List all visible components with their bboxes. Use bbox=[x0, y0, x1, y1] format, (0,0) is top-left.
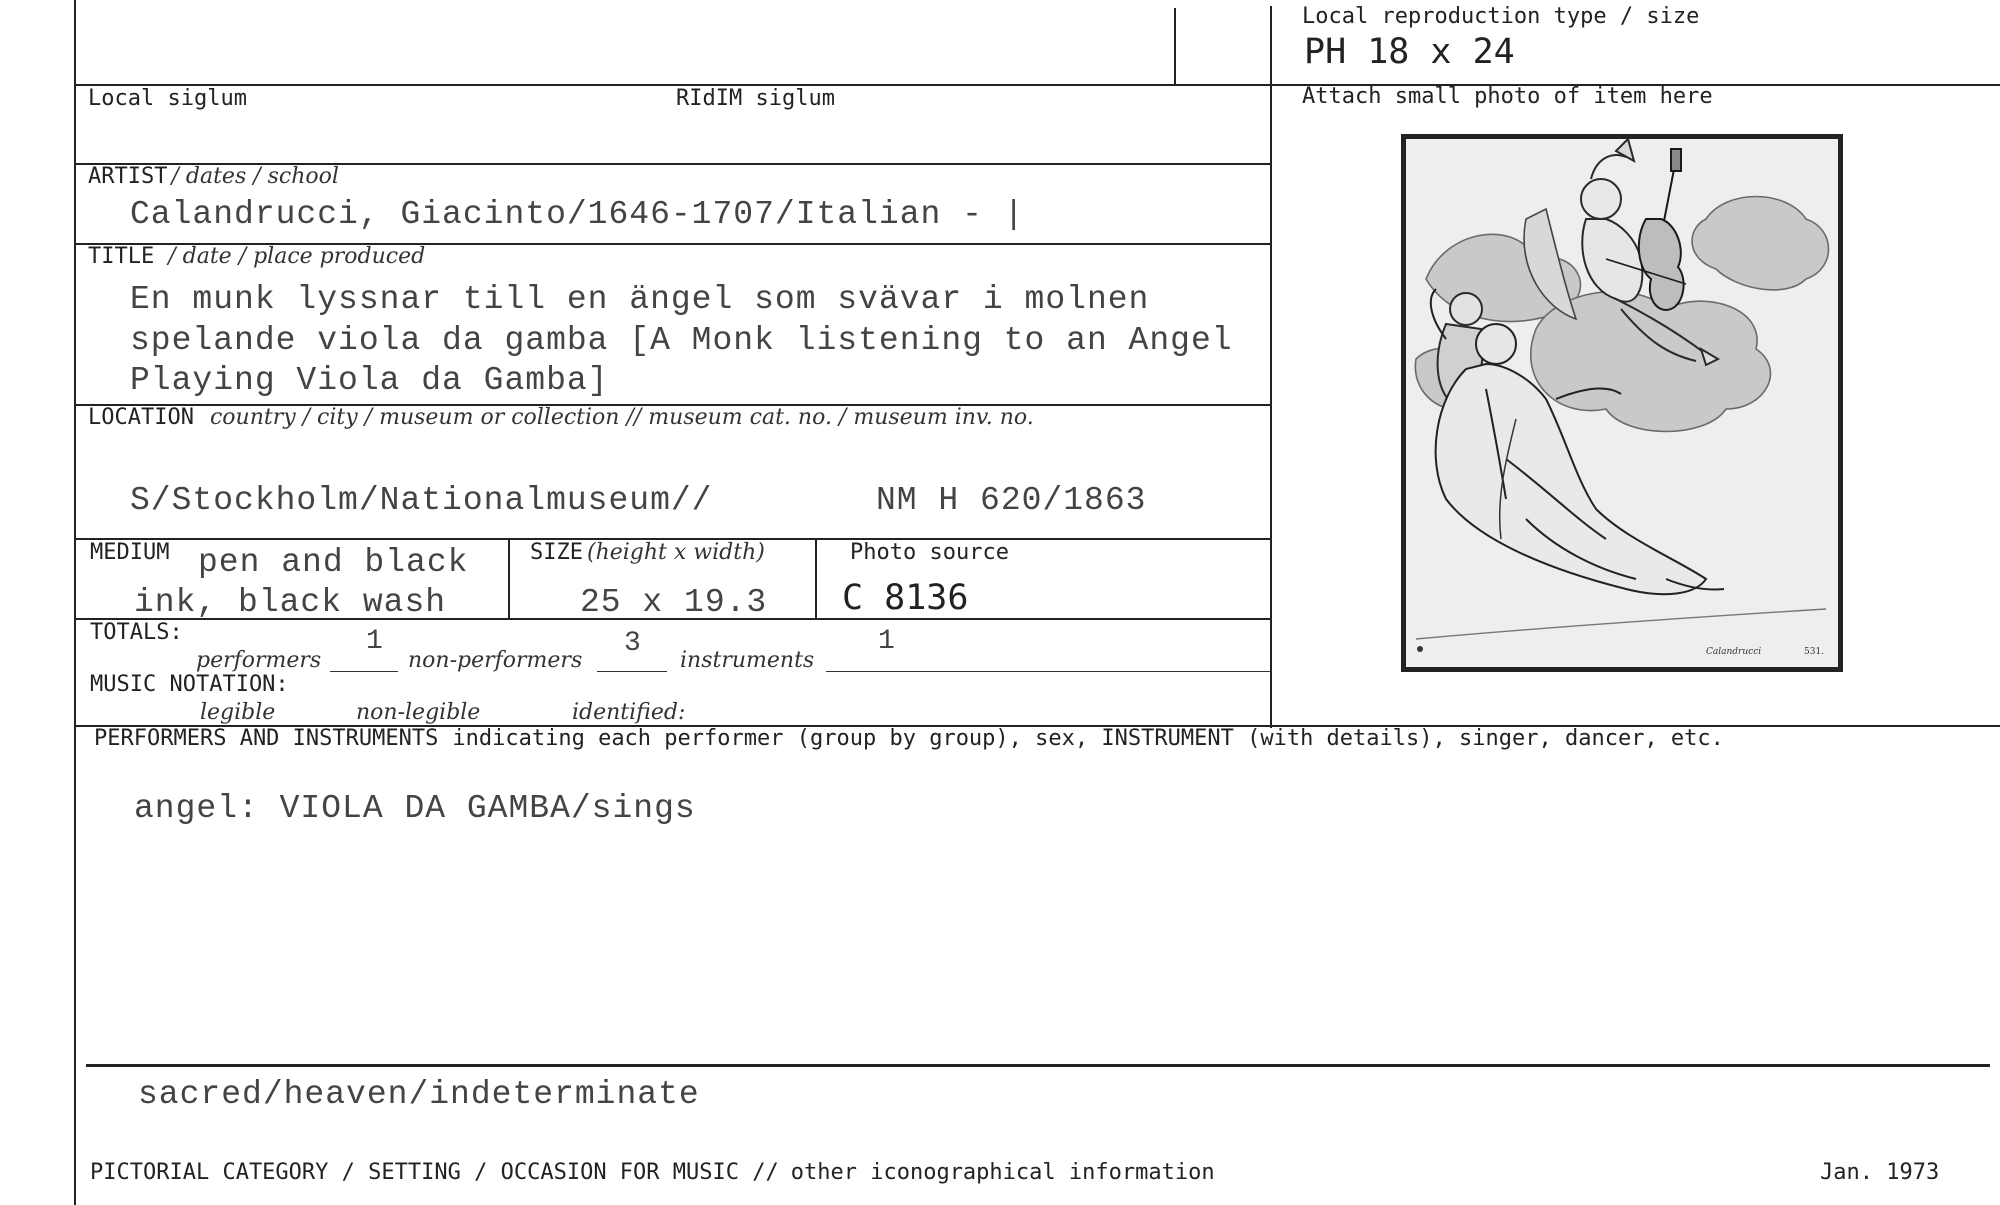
title-sublabel: / date / place produced bbox=[168, 244, 426, 269]
artist-label: ARTIST bbox=[88, 164, 168, 189]
photo-source-label: Photo source bbox=[850, 540, 1009, 565]
performers-label: PERFORMERS AND INSTRUMENTS bbox=[94, 726, 439, 751]
music-notation-label: MUSIC NOTATION: bbox=[90, 672, 289, 697]
performers-count-underline bbox=[330, 671, 398, 672]
title-line-1: En munk lyssnar till en ängel som svävar i molnen bbox=[130, 281, 1150, 318]
drawing-image bbox=[1406, 139, 1838, 667]
size-value: 25 x 19.3 bbox=[580, 584, 768, 621]
medium-label: MEDIUM bbox=[90, 540, 170, 565]
performers-value: angel: VIOLA DA GAMBA/sings bbox=[134, 790, 696, 827]
photo-column-divider bbox=[1270, 6, 1272, 728]
repro-type-label: Local reproduction type / size bbox=[1302, 4, 1700, 29]
category-label: PICTORIAL CATEGORY / SETTING / OCCASION FOR MUSIC // bbox=[90, 1160, 779, 1185]
top-cell-divider bbox=[1174, 8, 1176, 84]
performers-count: 1 bbox=[366, 626, 383, 657]
location-sublabel: country / city / museum or collection // museum cat. no. / museum inv. no. bbox=[209, 405, 1034, 430]
instruments-count-label: instruments bbox=[680, 648, 815, 673]
artist-label-row bbox=[88, 164, 339, 189]
instruments-count-underline bbox=[826, 671, 1270, 672]
repro-type-value: PH 18 x 24 bbox=[1304, 32, 1515, 72]
medium-value-line-2: ink, black wash bbox=[134, 584, 447, 621]
performers-label-row bbox=[94, 726, 1724, 751]
notation-non-legible: non-legible bbox=[356, 700, 481, 725]
location-label-row bbox=[88, 405, 1034, 430]
category-label-row bbox=[90, 1160, 1215, 1185]
size-sublabel: (height x width) bbox=[586, 540, 765, 565]
instruments-count: 1 bbox=[878, 626, 895, 657]
attached-photo bbox=[1401, 134, 1843, 672]
category-other-label: other iconographical information bbox=[790, 1160, 1215, 1185]
notation-identified: identified: bbox=[572, 700, 686, 725]
medium-size-divider bbox=[508, 538, 510, 618]
non-performers-count-label: non-performers bbox=[408, 648, 583, 673]
title-label-row bbox=[88, 244, 425, 269]
category-value: sacred/heaven/indeterminate bbox=[138, 1076, 700, 1113]
artist-value: Calandrucci, Giacinto/1646-1707/Italian - | bbox=[130, 196, 1025, 233]
artist-sublabel: / dates / school bbox=[171, 164, 339, 189]
totals-label: TOTALS: bbox=[90, 620, 183, 645]
non-performers-count-underline bbox=[597, 671, 667, 672]
notation-legible: legible bbox=[200, 700, 276, 725]
medium-value-line-1: pen and black bbox=[198, 544, 469, 581]
location-value: S/Stockholm/Nationalmuseum// bbox=[130, 482, 713, 519]
title-label: TITLE bbox=[88, 244, 155, 269]
non-performers-count: 3 bbox=[624, 628, 641, 659]
performers-rule bbox=[86, 1064, 1990, 1067]
size-photo-divider bbox=[815, 538, 817, 618]
card-left-border bbox=[74, 0, 76, 1205]
performers-description: indicating each performer (group by group), sex, INSTRUMENT (with details), singer, dancer, etc. bbox=[452, 726, 1724, 751]
title-line-3: Playing Viola da Gamba] bbox=[130, 362, 609, 399]
location-label: LOCATION bbox=[88, 405, 194, 430]
location-inventory: NM H 620/1863 bbox=[876, 482, 1147, 519]
size-label-row bbox=[530, 540, 765, 565]
card-date: Jan. 1973 bbox=[1820, 1160, 1940, 1185]
local-siglum-label: Local siglum bbox=[88, 86, 247, 111]
photo-source-value: C 8136 bbox=[842, 578, 969, 618]
ridim-siglum-label: RIdIM siglum bbox=[676, 86, 835, 111]
size-label: SIZE bbox=[530, 540, 583, 565]
title-line-2: spelande viola da gamba [A Monk listening to an Angel bbox=[130, 322, 1233, 359]
photo-signature: Calandrucci bbox=[1706, 647, 1762, 657]
photo-number: 531. bbox=[1804, 647, 1825, 657]
photo-attach-label: Attach small photo of item here bbox=[1302, 84, 1713, 109]
performers-count-label: performers bbox=[196, 648, 322, 673]
